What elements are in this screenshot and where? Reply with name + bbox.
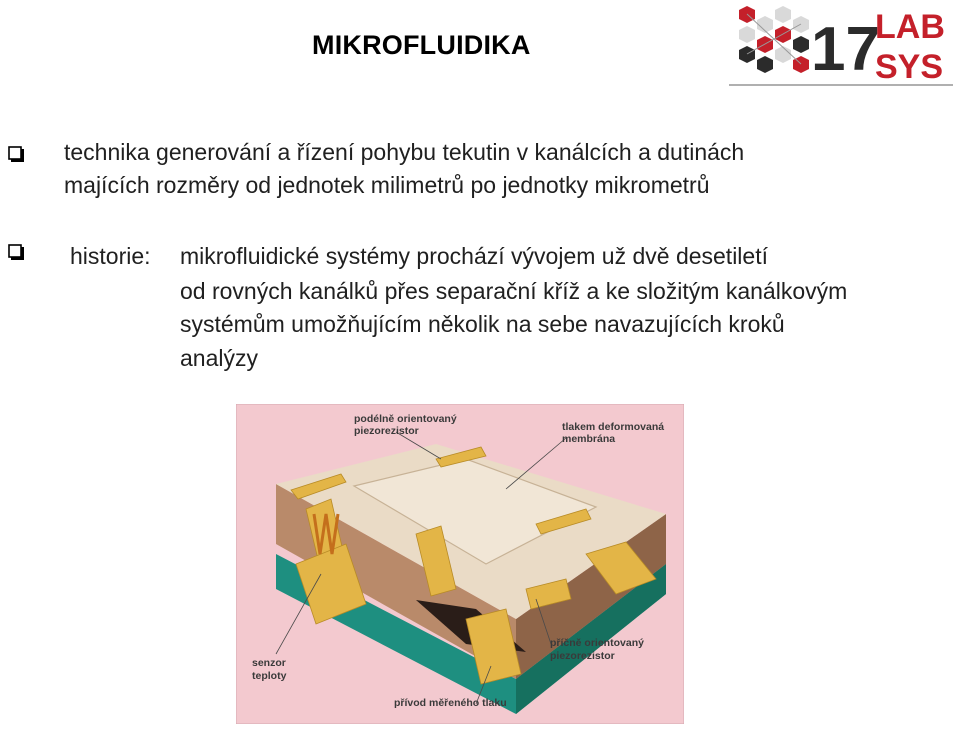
label-membrane-1: tlakem deformovaná	[562, 421, 665, 433]
hex-pattern	[739, 6, 809, 73]
pressure-sensor-figure	[236, 404, 684, 724]
checkbox-bullet-icon	[8, 146, 25, 163]
checkbox-bullet-icon	[8, 244, 25, 261]
label-transverse-piezoresistor-2: piezorezistor	[550, 650, 615, 662]
bullet-2-line-4: analýzy	[180, 345, 258, 371]
label-longitudinal-piezoresistor-2: piezorezistor	[354, 425, 419, 437]
slide-title: MIKROFLUIDIKA	[312, 30, 531, 60]
bullet-2-line-1: mikrofluidické systémy prochází vývojem už dvě desetiletí	[180, 243, 768, 269]
logo-text-top: LAB	[875, 8, 945, 46]
bullet-2-line-3: systémům umožňujícím několik na sebe navazujících kroků	[180, 311, 785, 337]
logo-text-bottom: SYS	[875, 48, 944, 86]
label-longitudinal-piezoresistor-1: podélně orientovaný	[354, 413, 457, 425]
label-membrane-2: membrána	[562, 433, 616, 445]
17-lab-sys-logo	[725, 2, 957, 87]
bullet-1-line-2: majících rozměry od jednotek milimetrů po jednotky mikrometrů	[64, 172, 710, 198]
label-pressure-inlet: přívod měřeného tlaku	[394, 697, 507, 709]
label-temperature-sensor-1: senzor	[252, 657, 286, 669]
bullet-2-line-2: od rovných kanálků přes separační kříž a ke složitým kanálkovým	[180, 278, 848, 304]
label-transverse-piezoresistor-1: příčně orientovaný	[550, 637, 644, 649]
bullet-2-label: historie:	[70, 243, 151, 269]
label-temperature-sensor-2: teploty	[252, 670, 287, 682]
logo-number: 17	[811, 15, 880, 84]
bullet-1-line-1: technika generování a řízení pohybu tekutin v kanálcích a dutinách	[64, 139, 745, 165]
